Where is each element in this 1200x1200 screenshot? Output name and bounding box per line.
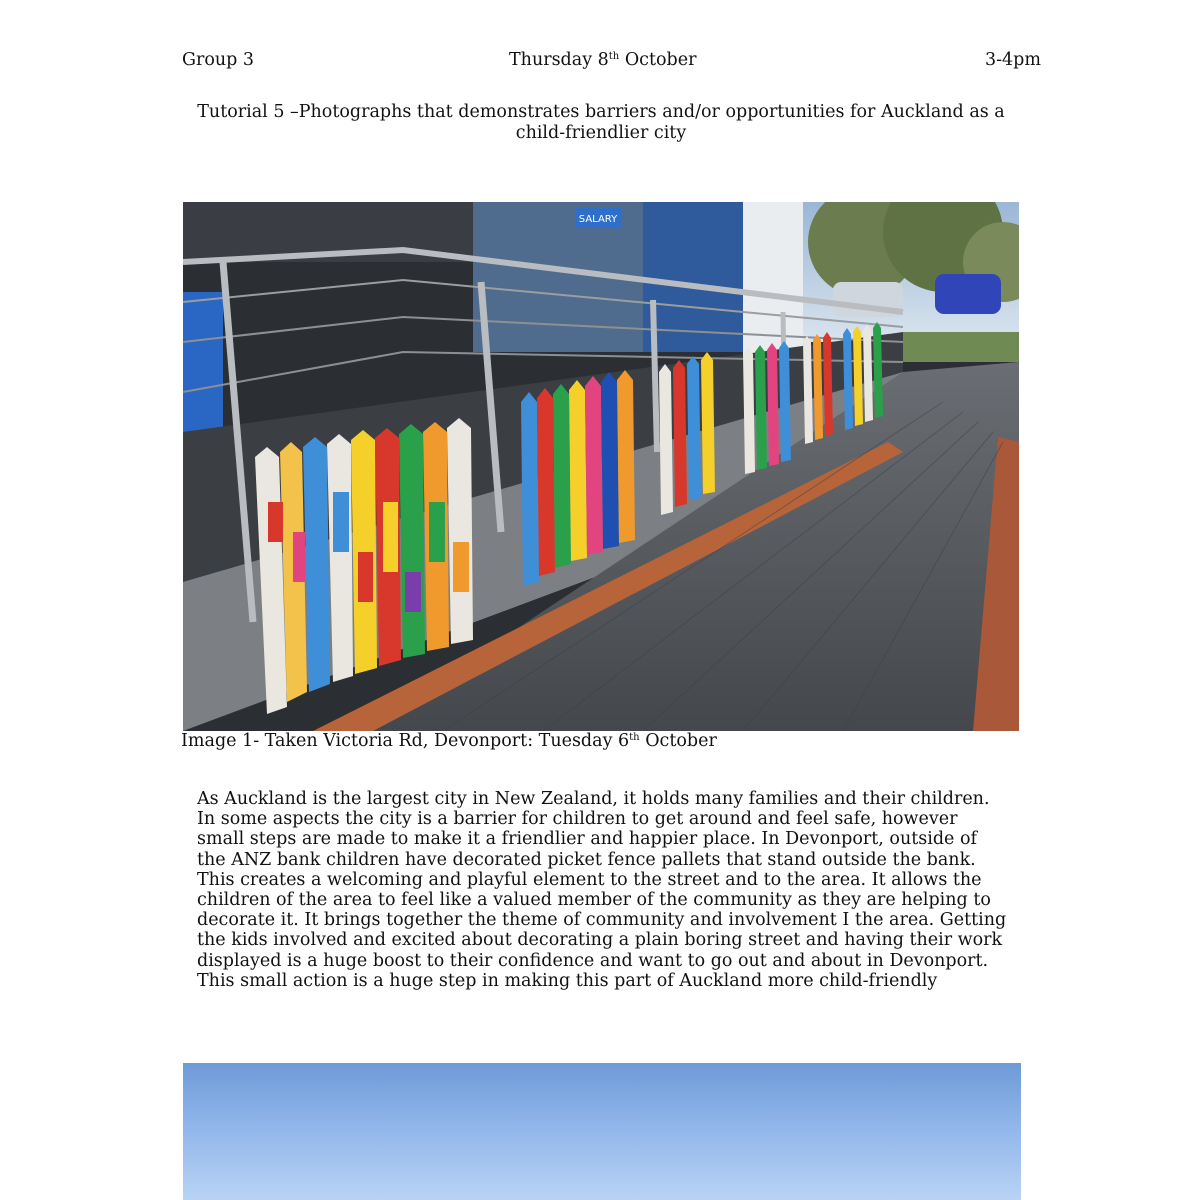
group-label: Group 3 — [182, 50, 255, 70]
session-date: Thursday 8th October — [509, 50, 697, 70]
image-caption: Image 1- Taken Victoria Rd, Devonport: Tuesday 6th October — [181, 731, 717, 751]
salary-sign: SALARY — [578, 214, 618, 225]
session-time: 3-4pm — [985, 50, 1041, 70]
second-photo — [183, 1063, 1021, 1200]
document-title: Tutorial 5 –Photographs that demonstrates barriers and/or opportunities for Auckland as a child-friendlier city — [197, 102, 1005, 143]
fence-photo — [183, 202, 1019, 731]
body-paragraph: As Auckland is the largest city in New Zealand, it holds many families and their children. In some aspects the city is a barrier for children to get around and feel safe, however small steps are made to make it a friendlier and happier place. In Devonport, outside of the ANZ bank children have decorated picket fence pallets that stand outside the bank. This creates a welcoming and playful element to the street and to the area. It allows the children of the area to feel like a valued member of the community as they are helping to decorate it. It brings together the theme of community and involvement I the area. Getting the kids involved and excited about decorating a plain boring street and having their work displayed is a huge boost to their confidence and want to go out and about in Devonport. This small action is a huge step in making this part of Auckland more child-friendly — [197, 789, 1007, 991]
